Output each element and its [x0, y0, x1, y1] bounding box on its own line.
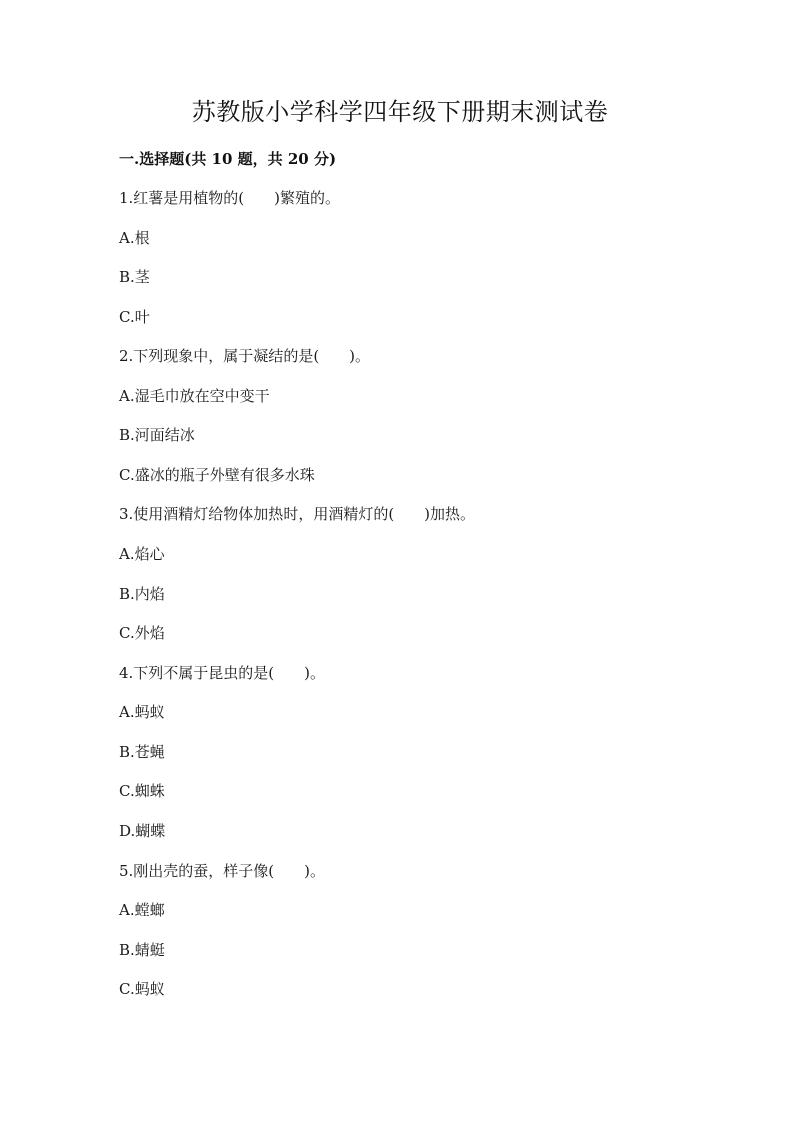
- question-5-stem: 5.刚出壳的蚕，样子像( )。: [119, 862, 326, 880]
- question-4-option-a: A.蚂蚁: [119, 703, 165, 721]
- question-2-option-c: C.盛冰的瓶子外壁有很多水珠: [119, 466, 315, 484]
- question-3-option-c: C.外焰: [119, 624, 165, 642]
- question-4-option-d: D.蝴蝶: [119, 822, 166, 840]
- question-1-option-b: B.茎: [119, 268, 150, 286]
- question-5-option-c: C.蚂蚁: [119, 980, 165, 998]
- question-4-option-b: B.苍蝇: [119, 743, 165, 761]
- question-3-stem: 3.使用酒精灯给物体加热时，用酒精灯的( )加热。: [119, 505, 476, 523]
- question-2-option-a: A.湿毛巾放在空中变干: [119, 387, 270, 405]
- section-heading: 一.选择题(共 10 题，共 20 分): [119, 150, 337, 168]
- question-3-option-a: A.焰心: [119, 545, 165, 563]
- page-title: 苏教版小学科学四年级下册期末测试卷: [191, 98, 609, 126]
- question-3-option-b: B.内焰: [119, 585, 165, 603]
- question-2-option-b: B.河面结冰: [119, 426, 195, 444]
- question-1-option-a: A.根: [119, 229, 150, 247]
- question-2-stem: 2.下列现象中，属于凝结的是( )。: [119, 347, 371, 365]
- question-5-option-a: A.螳螂: [119, 901, 165, 919]
- question-1-stem: 1.红薯是用植物的( )繁殖的。: [119, 189, 341, 207]
- question-1-option-c: C.叶: [119, 308, 150, 326]
- question-4-stem: 4.下列不属于昆虫的是( )。: [119, 664, 326, 682]
- question-5-option-b: B.蜻蜓: [119, 941, 165, 959]
- question-4-option-c: C.蜘蛛: [119, 782, 165, 800]
